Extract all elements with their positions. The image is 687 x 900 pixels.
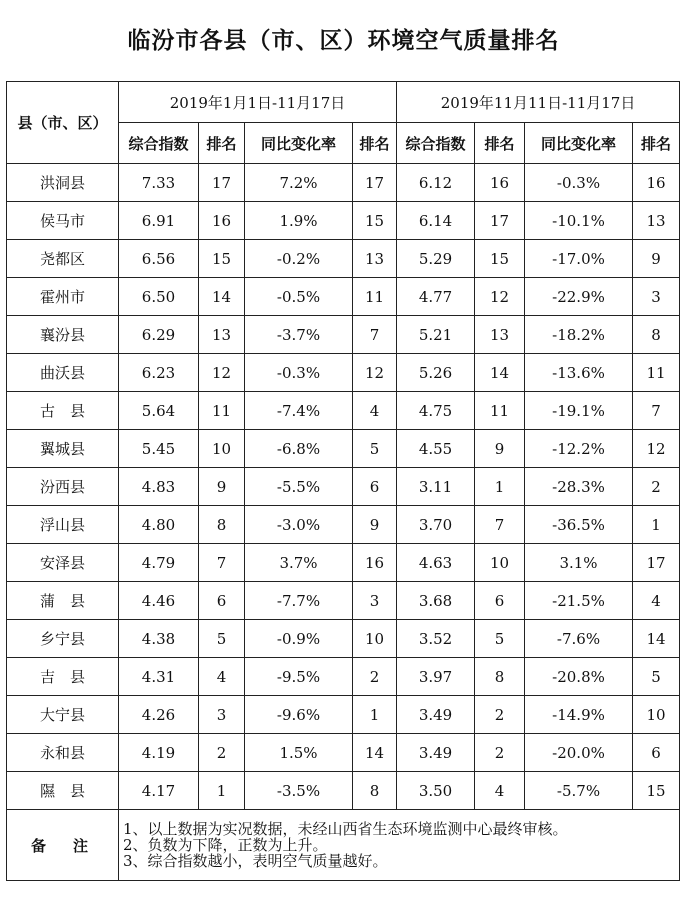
- county-name-cell: 洪洞县: [7, 164, 119, 202]
- index-2-cell: 5.21: [397, 316, 475, 354]
- rank-1-cell: 1: [199, 772, 245, 810]
- index-2-cell: 5.29: [397, 240, 475, 278]
- change-2-cell: -7.6%: [525, 620, 633, 658]
- table-row: [7, 468, 680, 506]
- change-1-cell: 3.7%: [245, 544, 353, 582]
- table-row: [7, 506, 680, 544]
- index-1-cell: 4.17: [119, 772, 199, 810]
- index-1-cell: 4.79: [119, 544, 199, 582]
- index-2-cell: 4.77: [397, 278, 475, 316]
- index-2-cell: 6.14: [397, 202, 475, 240]
- rank-2-cell: 14: [475, 354, 525, 392]
- index-1-cell: 6.23: [119, 354, 199, 392]
- table-row: [7, 392, 680, 430]
- notes-row: [7, 810, 680, 881]
- rank-2-cell: 4: [475, 772, 525, 810]
- change-rank-2-cell: 3: [633, 278, 680, 316]
- column-header-county: 县（市、区）: [7, 82, 119, 164]
- note-line: 3、综合指数越小，表明空气质量越好。: [123, 852, 388, 870]
- change-rank-1-cell: 16: [353, 544, 397, 582]
- rank-2-cell: 11: [475, 392, 525, 430]
- index-1-cell: 7.33: [119, 164, 199, 202]
- index-2-cell: 3.49: [397, 696, 475, 734]
- table-row: [7, 164, 680, 202]
- index-2-cell: 3.52: [397, 620, 475, 658]
- county-name-cell: 汾西县: [7, 468, 119, 506]
- rank-1-cell: 5: [199, 620, 245, 658]
- rank-2-cell: 5: [475, 620, 525, 658]
- county-name-cell: 尧都区: [7, 240, 119, 278]
- index-1-cell: 5.64: [119, 392, 199, 430]
- change-2-cell: -17.0%: [525, 240, 633, 278]
- change-2-cell: -28.3%: [525, 468, 633, 506]
- change-1-cell: -7.7%: [245, 582, 353, 620]
- change-rank-1-cell: 11: [353, 278, 397, 316]
- county-name-cell: 襄汾县: [7, 316, 119, 354]
- rank-1-cell: 13: [199, 316, 245, 354]
- change-1-cell: -7.4%: [245, 392, 353, 430]
- rank-2-cell: 10: [475, 544, 525, 582]
- index-1-cell: 4.31: [119, 658, 199, 696]
- rank-1-cell: 15: [199, 240, 245, 278]
- change-rank-2-cell: 15: [633, 772, 680, 810]
- column-header-rank-2: 排名: [475, 123, 525, 164]
- column-header-change-1: 同比变化率: [245, 123, 353, 164]
- table-row: [7, 202, 680, 240]
- change-rank-1-cell: 10: [353, 620, 397, 658]
- change-2-cell: 3.1%: [525, 544, 633, 582]
- change-2-cell: -5.7%: [525, 772, 633, 810]
- change-rank-2-cell: 12: [633, 430, 680, 468]
- rank-1-cell: 8: [199, 506, 245, 544]
- rank-1-cell: 14: [199, 278, 245, 316]
- table-row: [7, 658, 680, 696]
- column-header-rank-1: 排名: [199, 123, 245, 164]
- rank-2-cell: 12: [475, 278, 525, 316]
- index-1-cell: 6.50: [119, 278, 199, 316]
- index-1-cell: 4.19: [119, 734, 199, 772]
- change-1-cell: 1.5%: [245, 734, 353, 772]
- column-header-change-2: 同比变化率: [525, 123, 633, 164]
- change-2-cell: -22.9%: [525, 278, 633, 316]
- notes-body: [119, 810, 680, 881]
- change-rank-2-cell: 14: [633, 620, 680, 658]
- county-name-cell: 吉 县: [7, 658, 119, 696]
- rank-1-cell: 3: [199, 696, 245, 734]
- change-2-cell: -20.0%: [525, 734, 633, 772]
- rank-1-cell: 9: [199, 468, 245, 506]
- index-1-cell: 4.26: [119, 696, 199, 734]
- change-rank-2-cell: 13: [633, 202, 680, 240]
- rank-2-cell: 17: [475, 202, 525, 240]
- change-2-cell: -20.8%: [525, 658, 633, 696]
- change-rank-1-cell: 2: [353, 658, 397, 696]
- rank-2-cell: 9: [475, 430, 525, 468]
- column-header-change-rank-1: 排名: [353, 123, 397, 164]
- index-1-cell: 4.46: [119, 582, 199, 620]
- index-2-cell: 3.49: [397, 734, 475, 772]
- change-1-cell: -6.8%: [245, 430, 353, 468]
- column-header-change-rank-2: 排名: [633, 123, 680, 164]
- change-rank-1-cell: 7: [353, 316, 397, 354]
- index-1-cell: 6.91: [119, 202, 199, 240]
- change-rank-2-cell: 16: [633, 164, 680, 202]
- change-2-cell: -18.2%: [525, 316, 633, 354]
- rank-1-cell: 10: [199, 430, 245, 468]
- change-rank-1-cell: 3: [353, 582, 397, 620]
- index-2-cell: 3.11: [397, 468, 475, 506]
- county-name-cell: 古 县: [7, 392, 119, 430]
- change-rank-2-cell: 7: [633, 392, 680, 430]
- column-header-period-1: 2019年1月1日-11月17日: [119, 82, 397, 123]
- table-row: [7, 316, 680, 354]
- ranking-table: [6, 81, 680, 881]
- index-1-cell: 4.83: [119, 468, 199, 506]
- index-1-cell: 4.80: [119, 506, 199, 544]
- rank-1-cell: 4: [199, 658, 245, 696]
- table-row: [7, 696, 680, 734]
- change-rank-1-cell: 13: [353, 240, 397, 278]
- index-2-cell: 6.12: [397, 164, 475, 202]
- change-2-cell: -36.5%: [525, 506, 633, 544]
- county-name-cell: 永和县: [7, 734, 119, 772]
- change-rank-1-cell: 1: [353, 696, 397, 734]
- table-row: [7, 734, 680, 772]
- change-rank-2-cell: 17: [633, 544, 680, 582]
- county-name-cell: 乡宁县: [7, 620, 119, 658]
- change-2-cell: -10.1%: [525, 202, 633, 240]
- rank-1-cell: 7: [199, 544, 245, 582]
- change-2-cell: -19.1%: [525, 392, 633, 430]
- index-2-cell: 4.63: [397, 544, 475, 582]
- change-rank-1-cell: 9: [353, 506, 397, 544]
- index-2-cell: 3.68: [397, 582, 475, 620]
- table-row: [7, 772, 680, 810]
- rank-1-cell: 12: [199, 354, 245, 392]
- rank-1-cell: 2: [199, 734, 245, 772]
- change-rank-2-cell: 4: [633, 582, 680, 620]
- rank-2-cell: 7: [475, 506, 525, 544]
- change-1-cell: -5.5%: [245, 468, 353, 506]
- change-2-cell: -12.2%: [525, 430, 633, 468]
- change-rank-2-cell: 9: [633, 240, 680, 278]
- county-name-cell: 浮山县: [7, 506, 119, 544]
- change-2-cell: -0.3%: [525, 164, 633, 202]
- index-2-cell: 4.75: [397, 392, 475, 430]
- change-1-cell: 1.9%: [245, 202, 353, 240]
- change-1-cell: -0.5%: [245, 278, 353, 316]
- rank-2-cell: 6: [475, 582, 525, 620]
- table-row: [7, 354, 680, 392]
- rank-2-cell: 1: [475, 468, 525, 506]
- change-2-cell: -21.5%: [525, 582, 633, 620]
- table-row: [7, 278, 680, 316]
- change-rank-2-cell: 5: [633, 658, 680, 696]
- rank-2-cell: 15: [475, 240, 525, 278]
- column-header-index-2: 综合指数: [397, 123, 475, 164]
- note-line: 2、负数为下降，正数为上升。: [123, 836, 328, 854]
- table-row: [7, 544, 680, 582]
- change-1-cell: -9.5%: [245, 658, 353, 696]
- rank-1-cell: 11: [199, 392, 245, 430]
- change-rank-2-cell: 11: [633, 354, 680, 392]
- index-2-cell: 3.97: [397, 658, 475, 696]
- change-rank-1-cell: 14: [353, 734, 397, 772]
- change-rank-2-cell: 8: [633, 316, 680, 354]
- page-title: 临汾市各县（市、区）环境空气质量排名: [127, 28, 560, 54]
- index-1-cell: 6.56: [119, 240, 199, 278]
- column-header-index-1: 综合指数: [119, 123, 199, 164]
- change-2-cell: -14.9%: [525, 696, 633, 734]
- change-1-cell: -9.6%: [245, 696, 353, 734]
- index-2-cell: 3.70: [397, 506, 475, 544]
- county-name-cell: 曲沃县: [7, 354, 119, 392]
- index-1-cell: 5.45: [119, 430, 199, 468]
- change-rank-1-cell: 12: [353, 354, 397, 392]
- index-2-cell: 5.26: [397, 354, 475, 392]
- county-name-cell: 安泽县: [7, 544, 119, 582]
- index-1-cell: 6.29: [119, 316, 199, 354]
- change-rank-1-cell: 17: [353, 164, 397, 202]
- change-2-cell: -13.6%: [525, 354, 633, 392]
- change-rank-1-cell: 15: [353, 202, 397, 240]
- table-row: [7, 430, 680, 468]
- rank-1-cell: 6: [199, 582, 245, 620]
- index-1-cell: 4.38: [119, 620, 199, 658]
- change-rank-2-cell: 6: [633, 734, 680, 772]
- rank-2-cell: 13: [475, 316, 525, 354]
- county-name-cell: 蒲 县: [7, 582, 119, 620]
- table-row: [7, 620, 680, 658]
- rank-2-cell: 2: [475, 734, 525, 772]
- table-row: [7, 240, 680, 278]
- note-line: 1、以上数据为实况数据，未经山西省生态环境监测中心最终审核。: [123, 820, 568, 838]
- county-name-cell: 侯马市: [7, 202, 119, 240]
- change-1-cell: -3.0%: [245, 506, 353, 544]
- county-name-cell: 霍州市: [7, 278, 119, 316]
- change-rank-1-cell: 8: [353, 772, 397, 810]
- change-1-cell: -3.7%: [245, 316, 353, 354]
- rank-1-cell: 17: [199, 164, 245, 202]
- rank-2-cell: 2: [475, 696, 525, 734]
- county-name-cell: 翼城县: [7, 430, 119, 468]
- header-row-periods: [7, 82, 680, 123]
- change-1-cell: -0.3%: [245, 354, 353, 392]
- change-1-cell: -0.9%: [245, 620, 353, 658]
- rank-2-cell: 16: [475, 164, 525, 202]
- index-2-cell: 4.55: [397, 430, 475, 468]
- change-rank-1-cell: 5: [353, 430, 397, 468]
- change-rank-2-cell: 1: [633, 506, 680, 544]
- index-2-cell: 3.50: [397, 772, 475, 810]
- change-rank-2-cell: 2: [633, 468, 680, 506]
- county-name-cell: 隰 县: [7, 772, 119, 810]
- column-header-period-2: 2019年11月11日-11月17日: [397, 82, 680, 123]
- change-1-cell: 7.2%: [245, 164, 353, 202]
- table-row: [7, 582, 680, 620]
- rank-2-cell: 8: [475, 658, 525, 696]
- change-rank-1-cell: 6: [353, 468, 397, 506]
- change-1-cell: -0.2%: [245, 240, 353, 278]
- notes-label: 备 注: [7, 810, 119, 881]
- rank-1-cell: 16: [199, 202, 245, 240]
- change-rank-1-cell: 4: [353, 392, 397, 430]
- county-name-cell: 大宁县: [7, 696, 119, 734]
- change-rank-2-cell: 10: [633, 696, 680, 734]
- change-1-cell: -3.5%: [245, 772, 353, 810]
